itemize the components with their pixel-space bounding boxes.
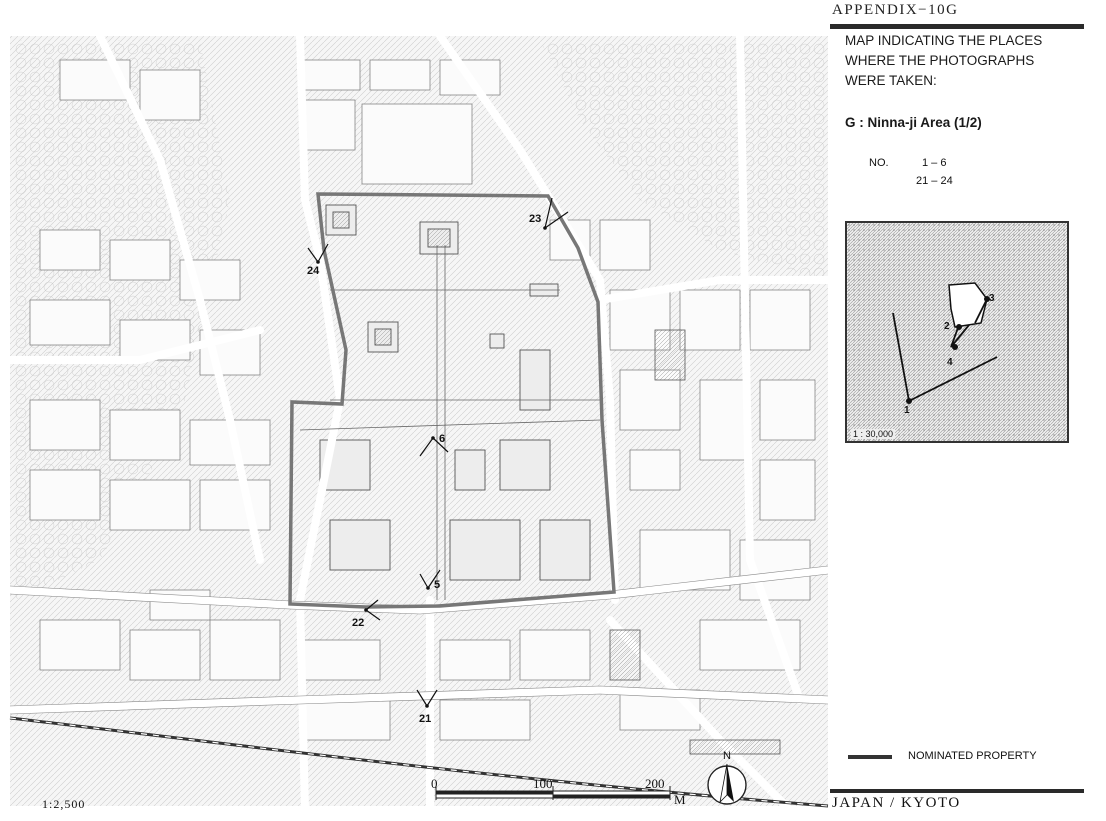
scale-tick-label: 0 — [431, 776, 438, 791]
photo-point-label: 22 — [352, 617, 365, 629]
inset-point-label: 2 — [944, 321, 950, 332]
photo-point-label: 21 — [419, 713, 432, 725]
legend-line-swatch — [848, 755, 892, 759]
scale-tick-label: 200 — [645, 776, 665, 791]
inset-map — [845, 221, 1069, 443]
legend-label: NOMINATED PROPERTY — [908, 750, 1037, 762]
photo-range-2: 21 – 24 — [916, 175, 953, 187]
north-label: N — [723, 750, 731, 762]
map-caption: MAP INDICATING THE PLACES WHERE THE PHOTOGRAPHS WERE TAKEN: — [845, 33, 1043, 88]
appendix-title: APPENDIX−10G — [832, 2, 959, 18]
title-rule — [830, 24, 1084, 29]
area-title: G : Ninna-ji Area (1/2) — [845, 115, 982, 130]
photo-number-label: NO. — [869, 157, 889, 169]
scale-unit: M — [674, 792, 686, 807]
photo-point-label: 5 — [434, 579, 441, 591]
photo-point-label: 6 — [439, 433, 446, 445]
hatched-block — [610, 630, 640, 680]
photo-point-label: 24 — [307, 265, 320, 277]
footer-place: JAPAN / KYOTO — [832, 795, 961, 811]
scale-tick-label: 100 — [533, 776, 553, 791]
inset-map-drawing — [847, 223, 1067, 441]
inset-point-label: 4 — [947, 357, 953, 368]
bottom-rule — [830, 789, 1084, 793]
photo-point-label: 23 — [529, 213, 542, 225]
scale-ratio: 1:2,500 — [42, 797, 86, 811]
hatched-block — [655, 330, 685, 380]
hatched-block — [690, 740, 780, 754]
inset-point-label: 1 — [904, 405, 910, 416]
inset-point-label: 3 — [989, 293, 995, 304]
inset-scale: 1 : 30,000 — [853, 429, 894, 439]
photo-range-1: 1 – 6 — [922, 157, 947, 169]
